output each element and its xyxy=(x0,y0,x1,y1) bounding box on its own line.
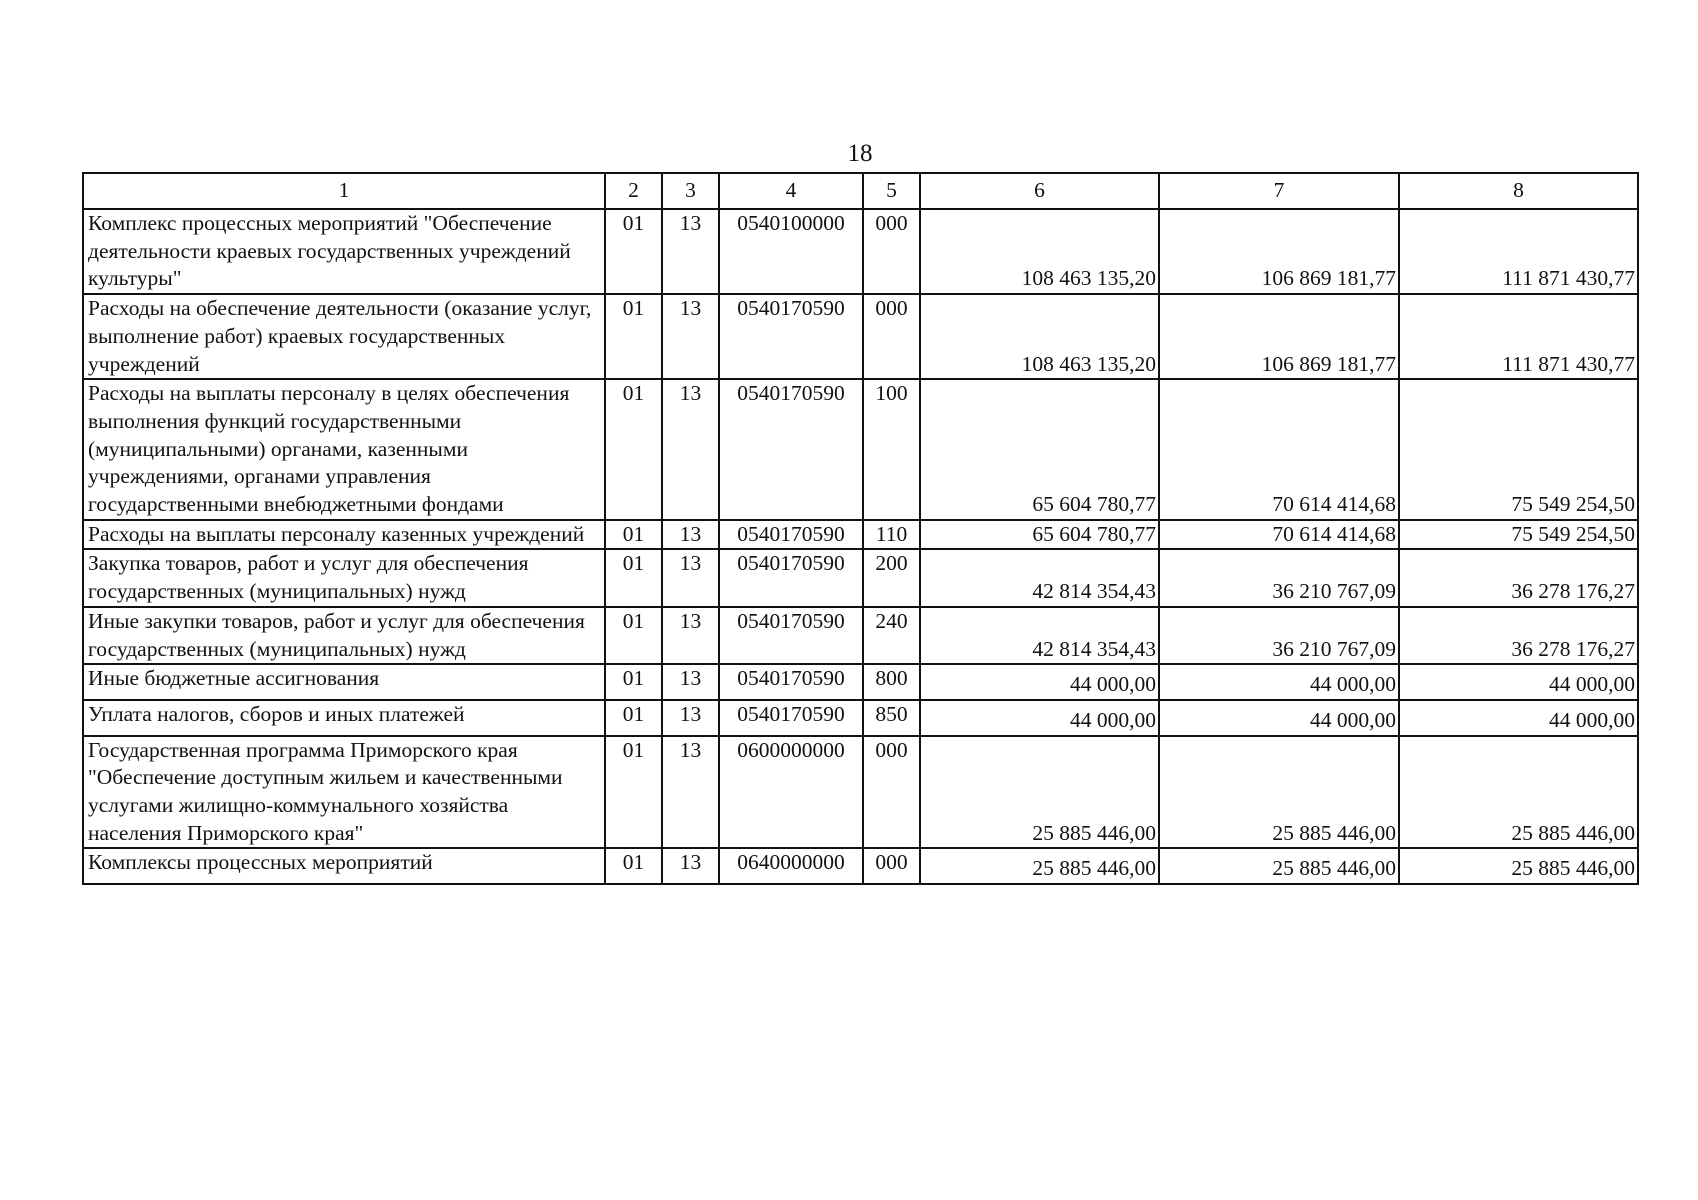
header-cell: 8 xyxy=(1399,173,1638,209)
table-row xyxy=(83,294,1638,379)
row-target-article: 0540170590 xyxy=(719,294,863,379)
row-amount-8: 111 871 430,77 xyxy=(1399,294,1638,379)
header-cell: 4 xyxy=(719,173,863,209)
row-amount-6: 42 814 354,43 xyxy=(920,607,1159,664)
row-subsection: 13 xyxy=(662,664,719,700)
row-amount-7: 36 210 767,09 xyxy=(1159,607,1399,664)
table-row xyxy=(83,736,1638,849)
row-expense-type: 800 xyxy=(863,664,920,700)
row-section: 01 xyxy=(605,607,662,664)
row-name: Комплекс процессных мероприятий "Обеспечение деятельности краевых государственных учреждений культуры" xyxy=(83,209,605,294)
table-row xyxy=(83,607,1638,664)
row-name: Иные закупки товаров, работ и услуг для обеспечения государственных (муниципальных) нужд xyxy=(83,607,605,664)
row-amount-6: 65 604 780,77 xyxy=(920,520,1159,550)
row-section: 01 xyxy=(605,294,662,379)
row-name: Расходы на обеспечение деятельности (оказание услуг, выполнение работ) краевых государственных учреждений xyxy=(83,294,605,379)
row-expense-type: 850 xyxy=(863,700,920,736)
row-subsection: 13 xyxy=(662,700,719,736)
row-amount-7: 70 614 414,68 xyxy=(1159,520,1399,550)
row-subsection: 13 xyxy=(662,520,719,550)
row-section: 01 xyxy=(605,209,662,294)
row-amount-8: 44 000,00 xyxy=(1399,700,1638,736)
row-amount-6: 108 463 135,20 xyxy=(920,294,1159,379)
row-amount-6: 25 885 446,00 xyxy=(920,848,1159,884)
row-amount-7: 106 869 181,77 xyxy=(1159,209,1399,294)
table-row xyxy=(83,700,1638,736)
row-expense-type: 000 xyxy=(863,294,920,379)
header-row xyxy=(83,173,1638,209)
row-expense-type: 000 xyxy=(863,848,920,884)
header-cell: 1 xyxy=(83,173,605,209)
row-name: Комплексы процессных мероприятий xyxy=(83,848,605,884)
row-section: 01 xyxy=(605,700,662,736)
table-row xyxy=(83,664,1638,700)
header-cell: 7 xyxy=(1159,173,1399,209)
row-section: 01 xyxy=(605,520,662,550)
row-amount-7: 44 000,00 xyxy=(1159,700,1399,736)
row-section: 01 xyxy=(605,736,662,849)
header-cell: 6 xyxy=(920,173,1159,209)
row-expense-type: 000 xyxy=(863,209,920,294)
row-target-article: 0540170590 xyxy=(719,520,863,550)
row-amount-6: 44 000,00 xyxy=(920,700,1159,736)
row-section: 01 xyxy=(605,664,662,700)
row-expense-type: 240 xyxy=(863,607,920,664)
header-cell: 3 xyxy=(662,173,719,209)
row-target-article: 0640000000 xyxy=(719,848,863,884)
row-subsection: 13 xyxy=(662,848,719,884)
row-target-article: 0540170590 xyxy=(719,379,863,520)
row-target-article: 0600000000 xyxy=(719,736,863,849)
row-expense-type: 110 xyxy=(863,520,920,550)
row-amount-6: 42 814 354,43 xyxy=(920,549,1159,606)
row-subsection: 13 xyxy=(662,294,719,379)
row-amount-8: 36 278 176,27 xyxy=(1399,549,1638,606)
row-amount-7: 36 210 767,09 xyxy=(1159,549,1399,606)
row-subsection: 13 xyxy=(662,209,719,294)
row-amount-6: 65 604 780,77 xyxy=(920,379,1159,520)
row-amount-6: 25 885 446,00 xyxy=(920,736,1159,849)
row-amount-6: 44 000,00 xyxy=(920,664,1159,700)
table-row xyxy=(83,848,1638,884)
row-name: Уплата налогов, сборов и иных платежей xyxy=(83,700,605,736)
table-row xyxy=(83,520,1638,550)
row-target-article: 0540170590 xyxy=(719,700,863,736)
row-target-article: 0540100000 xyxy=(719,209,863,294)
header-cell: 5 xyxy=(863,173,920,209)
table-row xyxy=(83,379,1638,520)
row-amount-7: 25 885 446,00 xyxy=(1159,736,1399,849)
row-section: 01 xyxy=(605,848,662,884)
row-amount-8: 111 871 430,77 xyxy=(1399,209,1638,294)
row-subsection: 13 xyxy=(662,607,719,664)
row-subsection: 13 xyxy=(662,549,719,606)
row-target-article: 0540170590 xyxy=(719,664,863,700)
row-amount-8: 25 885 446,00 xyxy=(1399,848,1638,884)
row-amount-7: 106 869 181,77 xyxy=(1159,294,1399,379)
row-amount-8: 75 549 254,50 xyxy=(1399,379,1638,520)
row-target-article: 0540170590 xyxy=(719,549,863,606)
row-subsection: 13 xyxy=(662,379,719,520)
row-subsection: 13 xyxy=(662,736,719,849)
row-amount-7: 70 614 414,68 xyxy=(1159,379,1399,520)
page-number: 18 xyxy=(847,140,873,167)
row-target-article: 0540170590 xyxy=(719,607,863,664)
row-amount-8: 75 549 254,50 xyxy=(1399,520,1638,550)
row-amount-6: 108 463 135,20 xyxy=(920,209,1159,294)
budget-table xyxy=(82,172,1639,885)
row-section: 01 xyxy=(605,549,662,606)
row-expense-type: 200 xyxy=(863,549,920,606)
row-name: Иные бюджетные ассигнования xyxy=(83,664,605,700)
table-row xyxy=(83,209,1638,294)
row-expense-type: 100 xyxy=(863,379,920,520)
row-name: Закупка товаров, работ и услуг для обеспечения государственных (муниципальных) нужд xyxy=(83,549,605,606)
row-amount-7: 44 000,00 xyxy=(1159,664,1399,700)
row-amount-8: 44 000,00 xyxy=(1399,664,1638,700)
row-name: Расходы на выплаты персоналу казенных учреждений xyxy=(83,520,605,550)
row-section: 01 xyxy=(605,379,662,520)
row-name: Государственная программа Приморского края "Обеспечение доступным жильем и качественными услугами жилищно-коммунального хозяйства населения Приморского края" xyxy=(83,736,605,849)
row-expense-type: 000 xyxy=(863,736,920,849)
row-name: Расходы на выплаты персоналу в целях обеспечения выполнения функций государственными (муниципальными) органами, казенными учреждениями, органами управления государственными внебюджетными фондами xyxy=(83,379,605,520)
header-cell: 2 xyxy=(605,173,662,209)
row-amount-8: 36 278 176,27 xyxy=(1399,607,1638,664)
table-row xyxy=(83,549,1638,606)
row-amount-7: 25 885 446,00 xyxy=(1159,848,1399,884)
row-amount-8: 25 885 446,00 xyxy=(1399,736,1638,849)
